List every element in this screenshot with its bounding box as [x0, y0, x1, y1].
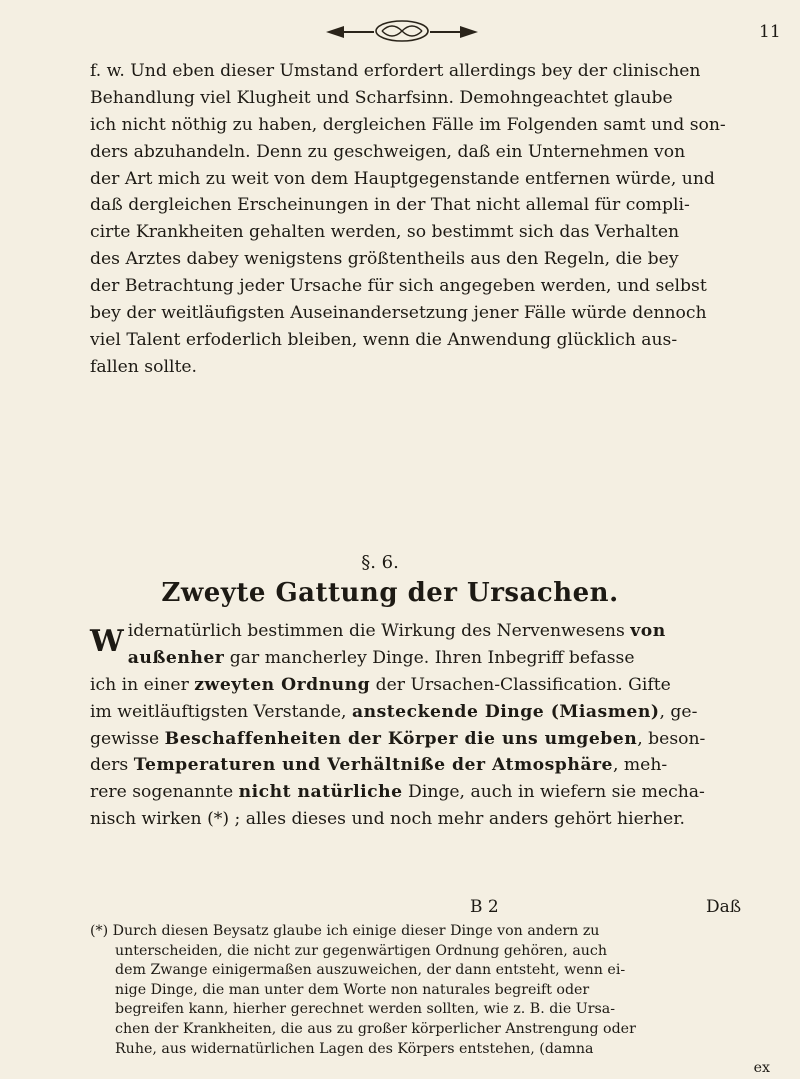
signature-mark: B 2	[470, 897, 499, 917]
text-line	[90, 752, 770, 779]
text-line: der Betrachtung jeder Ursache für sich angegeben werden, und selbst	[90, 276, 707, 297]
emphasis: zweyten Ordnung	[194, 674, 371, 695]
text-run: der Ursachen-Classification. Gifte	[370, 674, 671, 695]
text-line	[90, 726, 770, 753]
text-line: viel Talent erfoderlich bleiben, wenn die Anwendung glücklich aus-	[90, 329, 678, 350]
text-line: der Art mich zu weit von dem Hauptgegenstande entfernen würde, und	[90, 168, 715, 189]
text-run: , beson-	[637, 728, 706, 749]
text-run: gar mancherley Dinge. Ihren Inbegriff befasse	[224, 647, 635, 668]
text-line	[90, 699, 770, 726]
text-line: fallen sollte.	[90, 356, 198, 377]
text-line: cirte Krankheiten gehalten werden, so bestimmt sich das Verhalten	[90, 222, 680, 243]
footnote-line: dem Zwange einigermaßen auszuweichen, der dann entsteht, wenn ei-	[115, 962, 626, 979]
drop-cap: W	[90, 624, 124, 659]
section-number: §. 6.	[361, 552, 399, 573]
footnote-line: (*) Durch diesen Beysatz glaube ich einige dieser Dinge von andern zu	[90, 923, 600, 939]
emphasis: von	[630, 621, 666, 641]
footnote-line: Ruhe, aus widernatürlichen Lagen des Körpers entstehen, (damna	[115, 1040, 594, 1057]
text-run: idernatürlich bestimmen die Wirkung des Nervenwesens	[127, 621, 631, 641]
section-heading: Zweyte Gattung der Ursachen.	[161, 578, 619, 608]
text-run: gewisse	[90, 728, 165, 749]
footnote	[90, 922, 770, 1079]
footnote-line: unterscheiden, die nicht zur gegenwärtigen Ordnung gehören, auch	[115, 942, 607, 959]
text-line: bey der weitläufigsten Auseinandersetzung jener Fälle würde dennoch	[90, 303, 707, 324]
text-run: rere sogenannte	[90, 782, 239, 803]
text-line: daß dergleichen Erscheinungen in der That nicht allemal für compli-	[90, 195, 690, 216]
text-line	[128, 618, 770, 645]
emphasis: Temperaturen und Verhältniße der Atmosphäre	[133, 755, 613, 776]
text-line: ders abzuhandeln. Denn zu geschweigen, daß ein Unternehmen von	[90, 141, 686, 162]
text-line	[90, 779, 770, 806]
text-run: , meh-	[612, 755, 668, 776]
text-line: des Arztes dabey wenigstens größtentheils aus den Regeln, die bey	[90, 249, 679, 270]
text-line: Behandlung viel Klugheit und Scharfsinn. Demohngeachtet glaube	[90, 87, 673, 108]
catchword: Daß	[706, 897, 742, 917]
footnote-line: chen der Krankheiten, die aus zu großer körperlicher Anstrengung oder	[115, 1020, 636, 1037]
text-run: Dinge, auch in wiefern sie mecha-	[402, 782, 705, 803]
text-run: , ge-	[659, 701, 698, 722]
text-line: ich nicht nöthig zu haben, dergleichen Fälle im Folgenden samt und son-	[90, 114, 726, 135]
footnote-line: nige Dinge, die man unter dem Worte non naturales begreift oder	[115, 981, 590, 998]
text-run: im weitläuftigsten Verstande,	[90, 701, 352, 722]
emphasis: nicht natürliche	[238, 782, 403, 803]
text-line	[90, 672, 770, 699]
text-line	[128, 645, 770, 672]
text-line: f. w. Und eben dieser Umstand erfordert allerdings bey der clinischen	[90, 61, 701, 81]
text-run: ich in einer	[90, 674, 195, 695]
footnote-catchword: ex	[753, 1060, 770, 1077]
ornament-icon	[322, 18, 482, 46]
page-number: 11	[759, 22, 781, 42]
paragraph-2	[90, 618, 770, 833]
paragraph-1	[90, 58, 770, 381]
emphasis: außenher	[127, 647, 225, 668]
emphasis: Beschaffenheiten der Körper die uns umgeben	[164, 728, 638, 749]
text-run: ders	[90, 755, 134, 776]
emphasis: ansteckende Dinge (Miasmen)	[351, 701, 660, 722]
footnote-line: begreifen kann, hierher gerechnet werden sollten, wie z. B. die Ursa-	[115, 1001, 616, 1018]
text-line: nisch wirken (*) ; alles dieses und noch mehr anders gehört hierher.	[90, 809, 686, 830]
